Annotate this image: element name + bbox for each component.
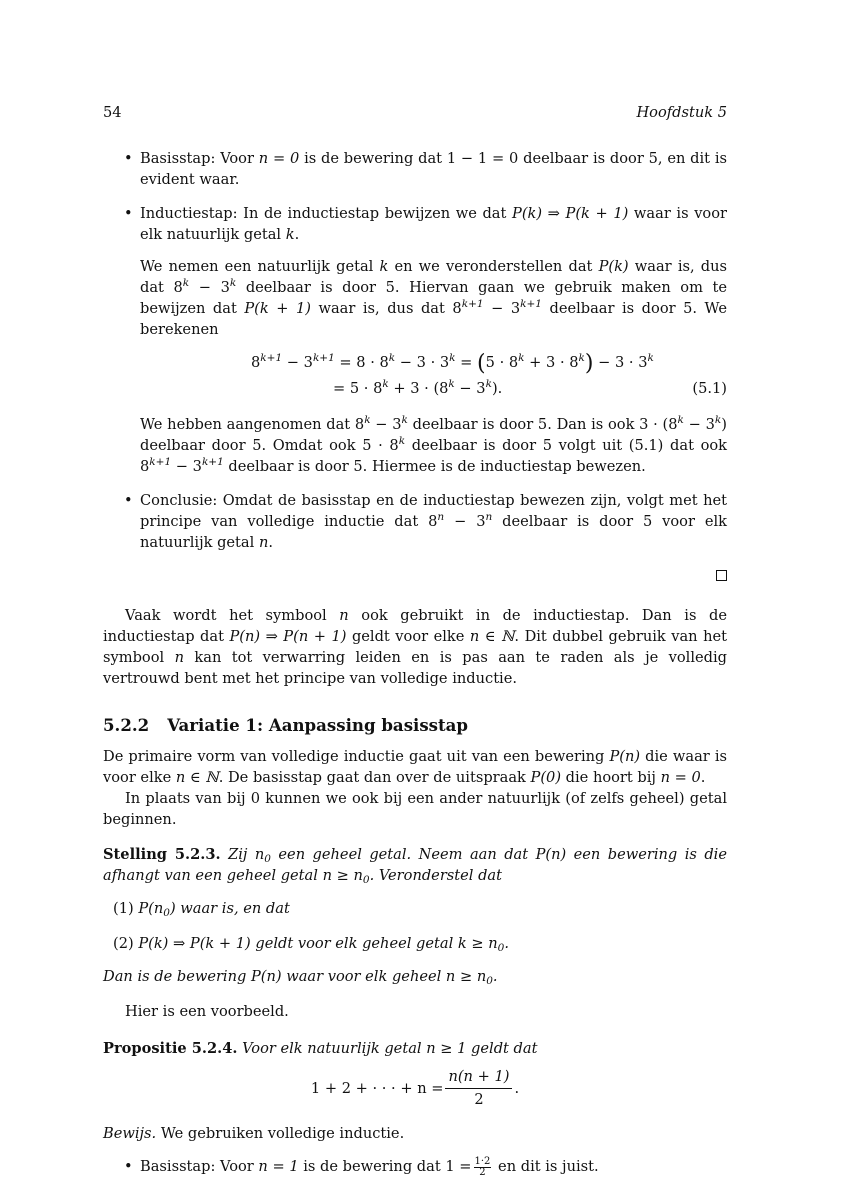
proposition-formula: 1 + 2 + · · · + n = $\frac{n(n + 1)}{2}$ . [103, 1059, 727, 1117]
fraction: $\frac{n(n + 1)}{2}$ [445, 1066, 512, 1111]
equation-line-2: = $5 \cdot 8^k + 3 \cdot (8^k - 3^k)$. [333, 378, 503, 397]
theorem-stelling: Stelling 5.2.3. Zij $n_0$ een geheel getal. Neem aan dat P(n) een bewering is die afhangt van een geheel getal $n \ge n_0$. Veronderstel dat [103, 846, 727, 887]
bullet-basisstap: • Basisstap: Voor n = 0 is de bewering dat 1 − 1 = 0 deelbaar is door 5, en dit is evident waar. [124, 150, 727, 188]
page-content [103, 102, 727, 1178]
math-8k1-minus-3k1: $8^{k+1} - 3^{k+1}$ [452, 298, 542, 317]
chapter-title: Hoofdstuk 5 [636, 104, 727, 121]
math-8k-minus-3k: $8^k - 3^k$ [173, 277, 237, 296]
qed-row [103, 563, 727, 587]
theorem-label: Stelling 5.2.3. [103, 846, 221, 863]
bullet-conclusie: • Conclusie: Omdat de basisstap en de inductiestap bewezen zijn, volgt met het principe van volledige inductie dat $8^n - 3^n$ deelbaar is door 5 voor elk natuurlijk getal n. [124, 492, 727, 551]
qed-square-icon [716, 570, 727, 581]
paragraph-hier: Hier is een voorbeeld. [125, 1003, 289, 1020]
small-fraction: $\frac{1\cdot 2}{2}$ [474, 1155, 491, 1178]
proposition: Propositie 5.2.4. Voor elk natuurlijk getal n ≥ 1 geldt dat [103, 1040, 538, 1057]
paragraph-plaats: In plaats van bij 0 kunnen we ook bij een ander natuurlijk (of zelfs geheel) getal beginnen. [103, 790, 727, 828]
bullet-marker: • [124, 205, 133, 222]
section-heading [103, 715, 727, 736]
bullet-marker: • [124, 150, 133, 167]
proof-intro: Bewijs. We gebruiken volledige inductie. [103, 1125, 405, 1142]
paragraph-assumption: We nemen een natuurlijk getal k en we veronderstellen dat P(k) waar is, dus dat $8^k - 3^k$ deelbaar is door 5. Hiervan gaan we gebruik maken om te bewijzen dat P(k + 1) waar is, dus dat $8^{k+1} - 3^{k+1}$ deelbaar is door 5. We berekenen [140, 258, 728, 338]
section-number: 5.2.2 [103, 715, 150, 735]
running-header [103, 102, 727, 128]
equation-number: (5.1) [692, 380, 727, 397]
paragraph-vaak: Vaak wordt het symbool n ook gebruikt in de inductiestap. Dan is de inductiestap dat P(n) ⇒ P(n + 1) geldt voor elke n ∈ ℕ. Dit dubbel gebruik van het symbool n kan tot verwarring leiden en is pas aan te raden als je volledig vertrouwd bent met het principe van volledige inductie. [103, 607, 728, 687]
paragraph-hypothesis: We hebben aangenomen dat $8^k - 3^k$ deelbaar is door 5. Dan is ook $3 \cdot (8^k - 3^k)$ deelbaar door 5. Omdat ook $5 \cdot 8^k$ deelbaar is door 5 volgt uit (5.1) dat ook $8^{k+1} - 3^{k+1}$ deelbaar is door 5. Hiermee is de inductiestap bewezen. [140, 414, 727, 475]
theorem-item-1: (1) $P(n_0)$ waar is, en dat [113, 900, 290, 920]
theorem-conclusion: Dan is de bewering P(n) waar voor elk geheel $n \ge n_0$. [103, 968, 498, 988]
equation-line-1: $8^{k+1} - 3^{k+1} = 8 \cdot 8^k - 3 \cdot 3^k = (5 \cdot 8^k + 3 \cdot 8^k) - 3 \cdot 3^k$ [251, 351, 654, 376]
display-equation [103, 348, 727, 400]
bullet-basisstap-2: • Basisstap: Voor n = 1 is de bewering dat 1 = $\frac{1\cdot 2}{2}$ en dit is juist. [124, 1155, 599, 1178]
proposition-label: Propositie 5.2.4. [103, 1040, 238, 1057]
section-title: Variatie 1: Aanpassing basisstap [167, 715, 469, 735]
bullet-marker: • [124, 492, 133, 509]
page-number: 54 [103, 104, 122, 121]
bullet-marker: • [124, 1158, 133, 1175]
theorem-item-2: (2) P(k) ⇒ P(k + 1) geldt voor elk geheel getal $k \ge n_0$. [113, 935, 509, 955]
paragraph-primair: De primaire vorm van volledige inductie gaat uit van een bewering P(n) die waar is voor elke n ∈ ℕ. De basisstap gaat dan over de uitspraak P(0) die hoort bij n = 0. [103, 748, 728, 786]
bullet-inductiestap: • Inductiestap: In de inductiestap bewijzen we dat P(k) ⇒ P(k + 1) waar is voor elk natuurlijk getal k. [124, 205, 727, 243]
